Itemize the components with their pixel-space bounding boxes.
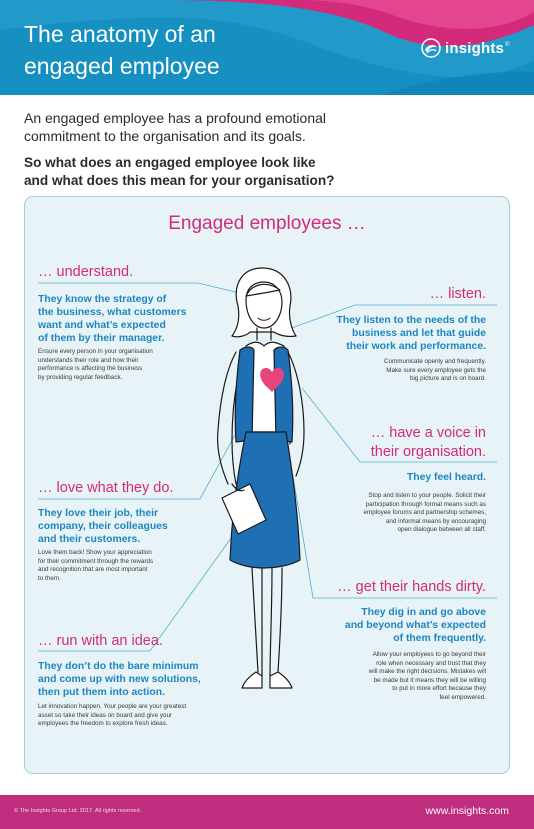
body-line: employees the freedom to explore fresh ideas. bbox=[38, 720, 168, 728]
sub-line: They know the strategy of bbox=[38, 294, 167, 305]
title-line-2: engaged employee bbox=[24, 53, 220, 79]
sub-line: company, their colleagues bbox=[38, 521, 168, 532]
voice-heading bbox=[371, 424, 486, 462]
body-line: Love them back! Show your appreciation bbox=[38, 549, 152, 556]
body-line: asset so take their ideas on board and give your bbox=[38, 711, 173, 719]
sub-line: of them frequently. bbox=[393, 633, 486, 644]
body-line: to put in more effort because they bbox=[392, 685, 486, 693]
understand-body bbox=[38, 348, 153, 382]
body-line: will make the right decisions. Mistakes will bbox=[368, 668, 486, 676]
sub-line: business and let that guide bbox=[352, 328, 486, 339]
left-shoe bbox=[242, 672, 262, 688]
sub-line: They don’t do the bare minimum bbox=[38, 661, 199, 672]
body-line: to them. bbox=[38, 574, 61, 582]
body-line: big picture and is on board. bbox=[410, 375, 486, 383]
intro-line: commitment to the organisation and its goals. bbox=[24, 128, 306, 144]
right-leg bbox=[270, 568, 282, 676]
body-line: role when necessary and trust that they bbox=[376, 659, 486, 667]
body-line: Ensure every person in your organisation bbox=[38, 348, 153, 355]
love-subheading bbox=[38, 507, 168, 546]
idea-body bbox=[38, 703, 186, 729]
sub-line: They feel heard. bbox=[406, 472, 486, 483]
sub-line: and their customers. bbox=[38, 534, 141, 545]
heading-line: … have a voice in bbox=[370, 425, 486, 441]
body-line: and informal means by encouraging bbox=[385, 517, 486, 525]
body-line: performance is affecting the business bbox=[38, 365, 143, 373]
sub-line: They listen to the needs of the bbox=[336, 315, 486, 326]
body-line: open dialogue between all staff. bbox=[397, 526, 486, 534]
body-line: Communicate openly and frequently. bbox=[383, 358, 486, 365]
body-line: by providing regular feedback. bbox=[38, 373, 123, 381]
copyright-text: © The Insights Group Ltd, 2017. All rights reserved. bbox=[14, 808, 142, 814]
panel-title: Engaged employees … bbox=[168, 213, 366, 234]
dirty-subheading bbox=[345, 606, 486, 645]
logo-wordmark: insights bbox=[445, 39, 505, 57]
body-line: for their commitment through the rewards bbox=[38, 557, 154, 565]
right-shoe bbox=[270, 672, 292, 688]
body-line: Stop and listen to your people. Solicit their bbox=[368, 492, 486, 499]
intro-line: An engaged employee has a profound emotional bbox=[24, 110, 326, 126]
body-line: feel empowered. bbox=[439, 693, 486, 701]
understand-subheading bbox=[38, 293, 186, 345]
title-line-1: The anatomy of an bbox=[24, 21, 216, 47]
voice-subheading bbox=[407, 471, 486, 484]
sub-line: the business, what customers bbox=[38, 307, 187, 318]
body-line: and recognition that are most important bbox=[38, 566, 148, 574]
sub-line: their work and performance. bbox=[346, 341, 486, 352]
listen-body bbox=[384, 358, 486, 384]
sub-line: want and what’s expected bbox=[38, 320, 166, 331]
logo-registered-mark: ® bbox=[505, 42, 510, 48]
idea-heading: … run with an idea. bbox=[38, 633, 163, 649]
body-line: Let innovation happen. Your people are your greatest bbox=[38, 703, 187, 710]
website-link[interactable]: www.insights.com bbox=[425, 805, 509, 817]
body-line: be made but it means they will be willing bbox=[373, 676, 486, 684]
body-line: employee forums and partnership schemes, bbox=[363, 509, 486, 517]
sub-line: They love their job, their bbox=[38, 508, 159, 519]
figure-outline bbox=[218, 268, 304, 688]
vest-right bbox=[274, 347, 293, 442]
sub-line: They dig in and go above bbox=[361, 607, 486, 618]
idea-subheading bbox=[38, 660, 201, 699]
body-line: understands their role and how their bbox=[38, 356, 139, 364]
footer-bar bbox=[0, 795, 534, 829]
body-line: participation through formal means such as bbox=[365, 500, 486, 508]
question-line: So what does an engaged employee look like bbox=[24, 155, 316, 170]
voice-body bbox=[363, 492, 486, 535]
dirty-body bbox=[369, 651, 486, 703]
left-leg bbox=[252, 568, 262, 676]
love-heading: … love what they do. bbox=[38, 480, 174, 496]
sub-line: and come up with new solutions, bbox=[38, 674, 201, 685]
listen-heading: … listen. bbox=[429, 286, 486, 302]
heading-line: their organisation. bbox=[370, 444, 486, 460]
love-body bbox=[38, 549, 153, 583]
sub-line: and beyond what’s expected bbox=[344, 620, 486, 631]
sub-line: then put them into action. bbox=[38, 687, 165, 698]
understand-heading: … understand. bbox=[38, 264, 134, 280]
sub-line: of them by their manager. bbox=[38, 333, 165, 344]
listen-subheading bbox=[336, 314, 486, 353]
vest-left bbox=[235, 347, 254, 442]
body-line: Make sure every employee gets the bbox=[386, 366, 486, 374]
body-line: Allow your employees to go beyond their bbox=[372, 651, 486, 658]
question-line: and what does this mean for your organisation? bbox=[24, 173, 335, 188]
dirty-heading: … get their hands dirty. bbox=[337, 579, 486, 595]
